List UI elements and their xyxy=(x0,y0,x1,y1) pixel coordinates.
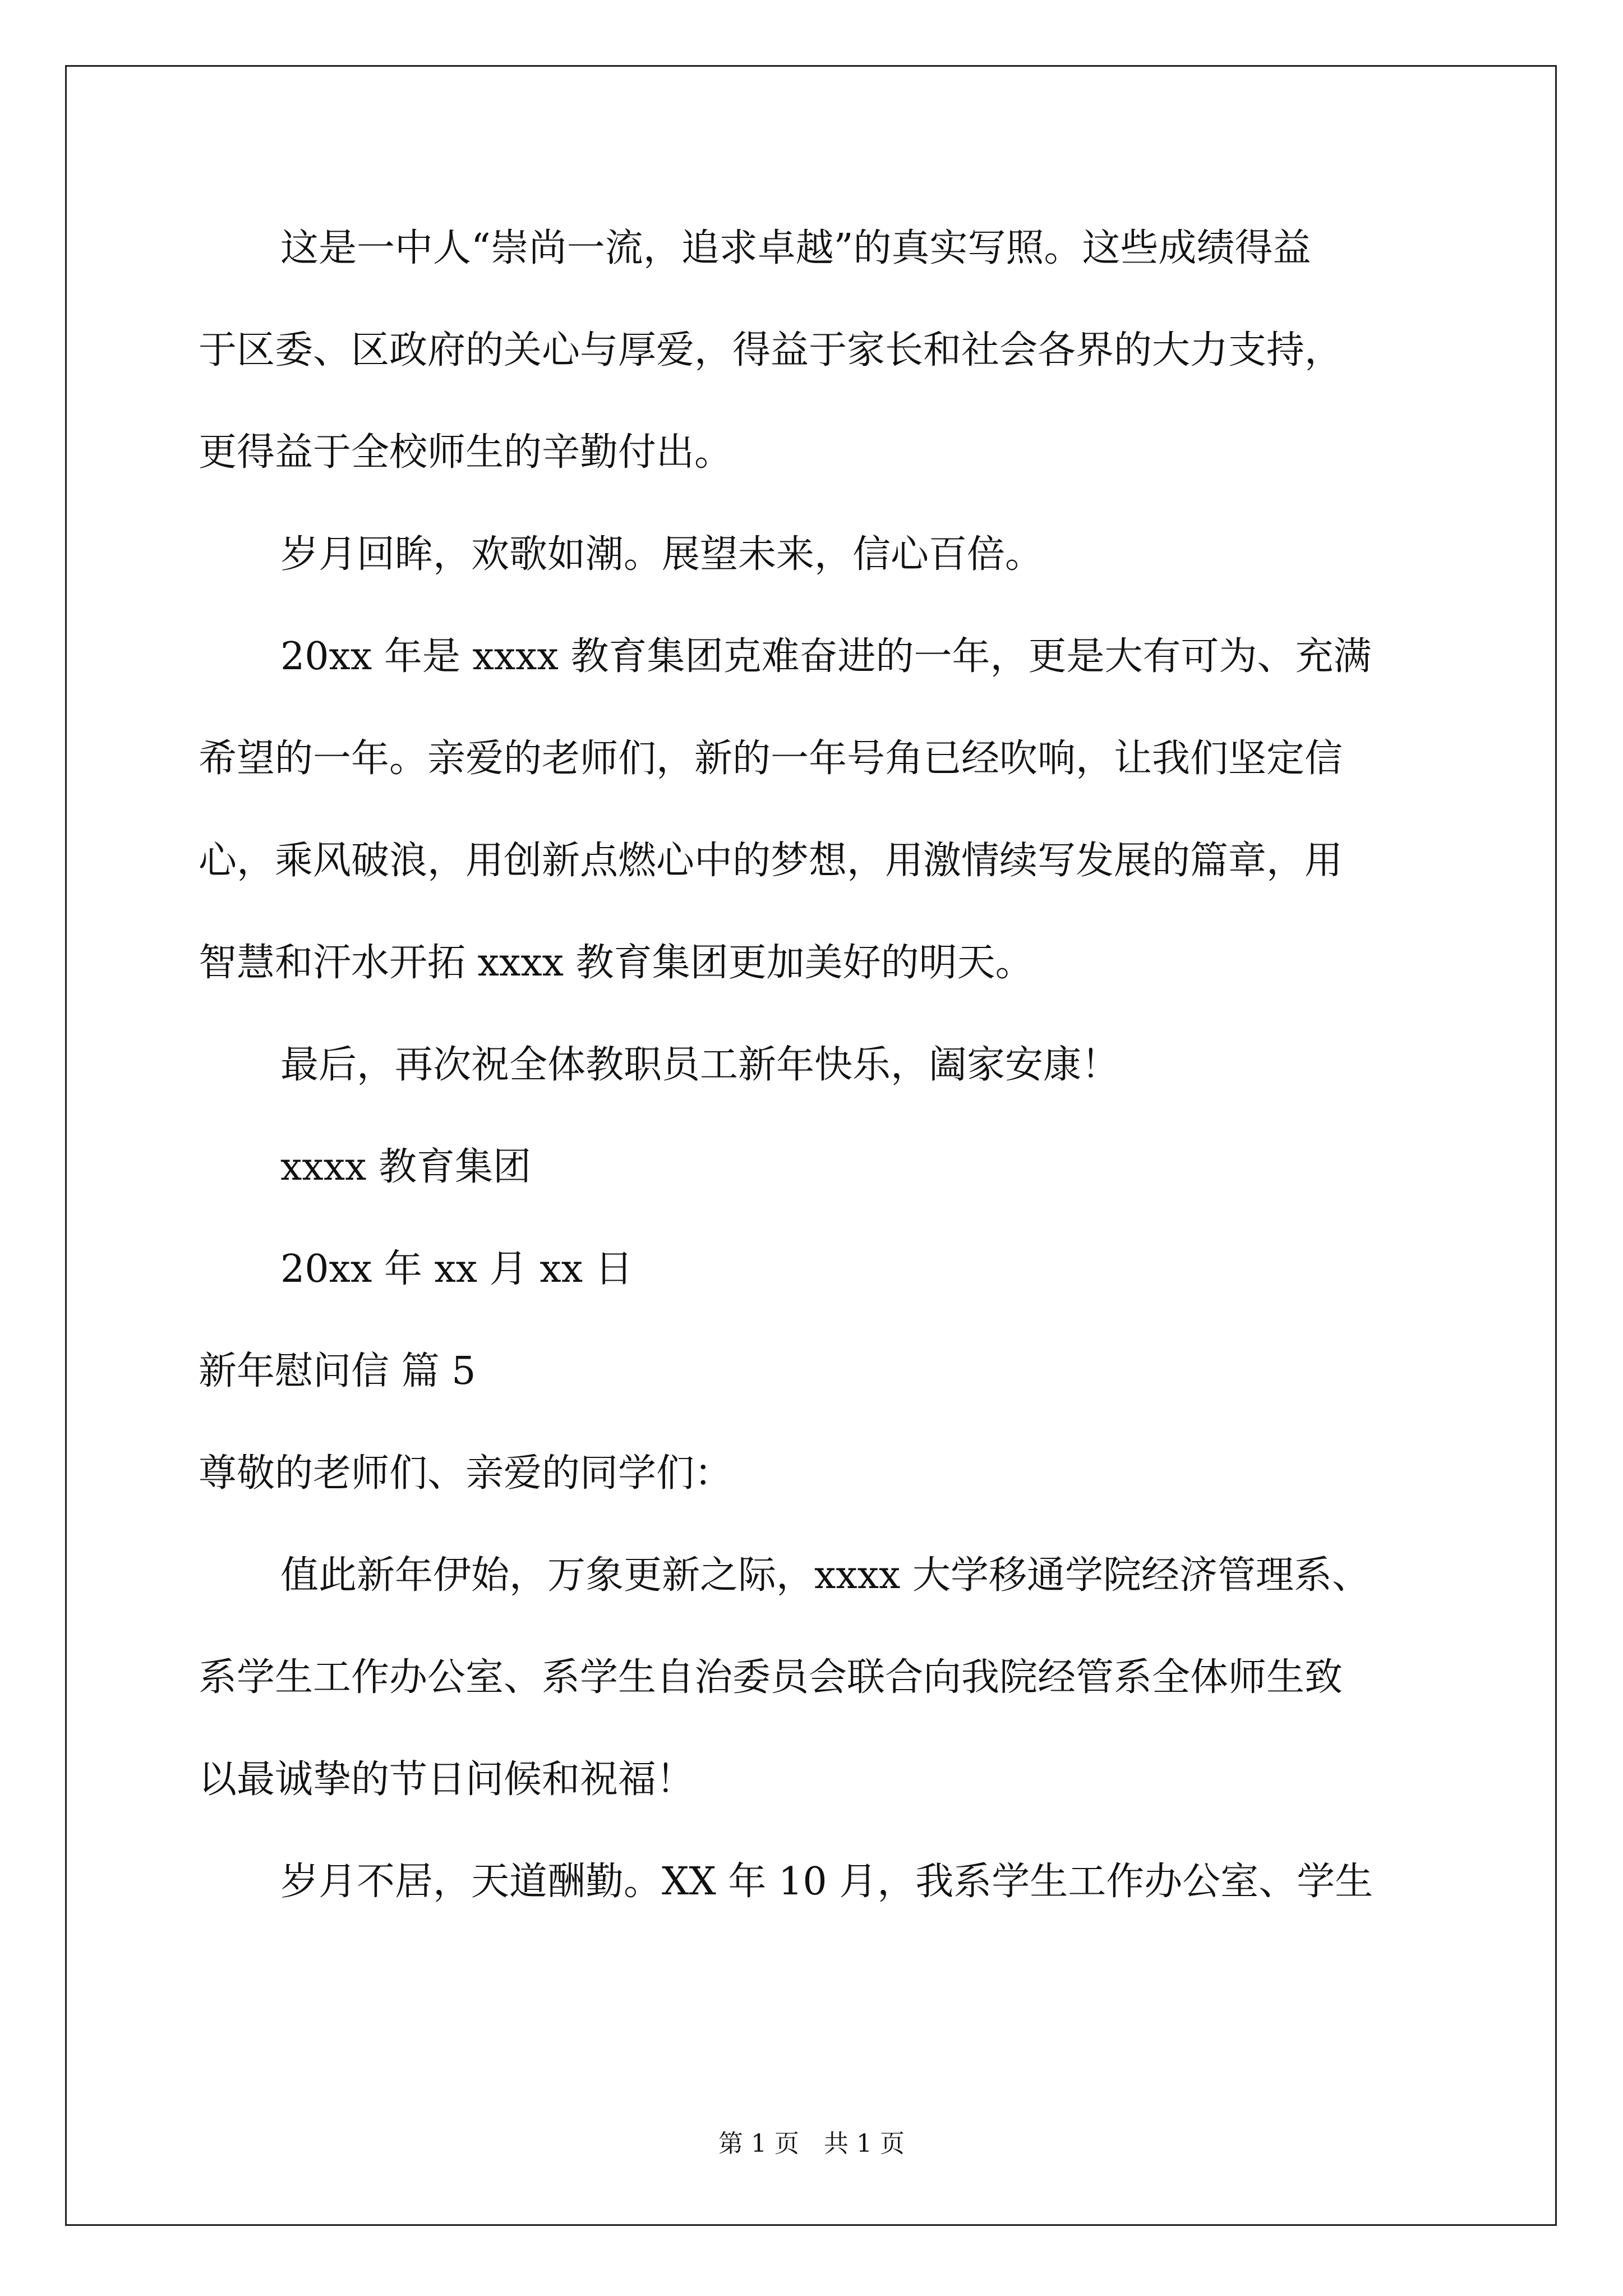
paragraph-line: 系学生工作办公室、系学生自治委员会联合向我院经管系全体师生致 xyxy=(199,1655,1343,1700)
page-footer: 第 1 页 共 1 页 xyxy=(718,2129,905,2158)
section-heading: 新年慰问信 篇 5 xyxy=(199,1349,476,1393)
paragraph-line: 更得益于全校师生的辛勤付出。 xyxy=(199,430,733,475)
paragraph-line: 这是一中人“崇尚一流，追求卓越”的真实写照。这些成绩得益 xyxy=(280,226,1311,270)
salutation: 尊敬的老师们、亲爱的同学们： xyxy=(199,1451,733,1496)
paragraph-line: 于区委、区政府的关心与厚爱，得益于家长和社会各界的大力支持， xyxy=(199,328,1343,372)
paragraph-line: 值此新年伊始，万象更新之际，xxxx 大学移通学院经济管理系、 xyxy=(280,1553,1371,1598)
paragraph-line: 岁月回眸，欢歌如潮。展望未来，信心百倍。 xyxy=(280,532,1044,577)
paragraph-line: 岁月不居，天道酬勤。XX 年 10 月，我系学生工作办公室、学生 xyxy=(280,1860,1373,1904)
document-body xyxy=(199,197,1466,1933)
signature-organization: xxxx 教育集团 xyxy=(280,1145,532,1189)
paragraph-line: 20xx 年是 xxxx 教育集团克难奋进的一年，更是大有可为、充满 xyxy=(280,634,1372,679)
signature-date: 20xx 年 xx 月 xx 日 xyxy=(280,1247,633,1291)
paragraph-line: 希望的一年。亲爱的老师们，新的一年号角已经吹响，让我们坚定信 xyxy=(199,737,1343,781)
paragraph-line: 智慧和汗水开拓 xxxx 教育集团更加美好的明天。 xyxy=(199,941,1034,985)
paragraph-line: 以最诚挚的节日问候和祝福！ xyxy=(199,1757,695,1802)
paragraph-line: 心，乘风破浪，用创新点燃心中的梦想，用激情续写发展的篇章，用 xyxy=(199,839,1343,883)
paragraph-line: 最后，再次祝全体教职员工新年快乐，阖家安康！ xyxy=(280,1043,1120,1087)
